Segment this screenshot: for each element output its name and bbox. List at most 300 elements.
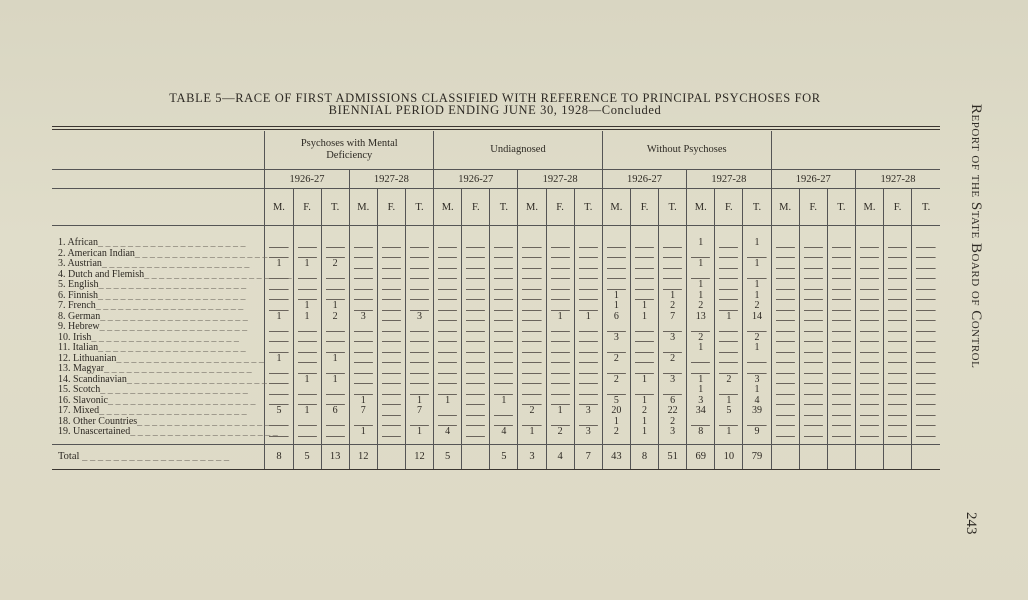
table-cell: [490, 364, 518, 375]
table-cell: [602, 385, 630, 396]
total-cell: 10: [715, 444, 743, 469]
table-cell: [462, 333, 490, 344]
table-cell: [771, 322, 799, 333]
table-cell: [602, 270, 630, 281]
column-header: M.: [687, 189, 715, 226]
table-cell: [855, 406, 883, 417]
table-cell: [630, 322, 658, 333]
table-cell: [293, 427, 321, 438]
table-cell: [518, 343, 546, 354]
table-cell: [349, 291, 377, 302]
table-cell: [743, 322, 771, 333]
column-header: F.: [293, 189, 321, 226]
total-label-text: Total: [58, 451, 80, 462]
table-cell: [405, 238, 433, 249]
table-cell: [799, 280, 827, 291]
table-cell: [546, 333, 574, 344]
table-cell: [715, 301, 743, 312]
table-cell: [349, 238, 377, 249]
table-cell: [855, 301, 883, 312]
table-cell: [377, 385, 405, 396]
table-cell: 1: [715, 427, 743, 438]
period-header: 1926-27: [602, 170, 686, 189]
table-cell: [293, 238, 321, 249]
table-cell: 1: [602, 417, 630, 428]
table-cell: [884, 417, 912, 428]
row-label: [52, 426, 278, 438]
table-cell: [349, 301, 377, 312]
table-cell: [771, 249, 799, 260]
table-cell: [518, 238, 546, 249]
table-cell: 2: [743, 333, 771, 344]
table-cell: [490, 280, 518, 291]
table-cell: 1: [518, 427, 546, 438]
period-header: 1927-28: [687, 170, 771, 189]
table-cell: [490, 333, 518, 344]
table-cell: [518, 364, 546, 375]
table-cell: [799, 375, 827, 386]
table-cell: 14: [743, 312, 771, 323]
table-cell: [855, 280, 883, 291]
row-label-text: 17. Mixed: [58, 405, 100, 416]
table-cell: [827, 280, 855, 291]
table-cell: 1: [546, 406, 574, 417]
table-cell: [518, 291, 546, 302]
row-label-text: 7. French: [58, 300, 96, 311]
table-cell: [434, 291, 462, 302]
table-cell: [630, 364, 658, 375]
table-cell: 8: [687, 427, 715, 438]
table-cell: [405, 301, 433, 312]
table-cell: [462, 375, 490, 386]
table-cell: [265, 322, 293, 333]
table-cell: [405, 259, 433, 270]
table-cell: 1: [602, 301, 630, 312]
total-cell: 13: [321, 444, 349, 469]
total-cell: 3: [518, 444, 546, 469]
table-cell: [490, 406, 518, 417]
title-line-1: TABLE 5—RACE OF FIRST ADMISSIONS CLASSIFIED WITH REFERENCE TO PRINCIPAL PSYCHOSES FOR: [169, 91, 821, 105]
table-cell: [574, 249, 602, 260]
leader-dots: _ _ _ _ _ _ _ _ _ _ _ _ _ _ _ _ _ _ _ _: [99, 405, 247, 416]
table-cell: [462, 417, 490, 428]
leader-dots: _ _ _ _ _ _ _ _ _ _ _ _ _ _ _ _ _ _ _ _: [137, 415, 285, 427]
table-cell: [574, 343, 602, 354]
table-cell: [659, 238, 687, 249]
table-cell: [321, 417, 349, 428]
table-cell: 1: [293, 406, 321, 417]
column-header: F.: [546, 189, 574, 226]
table-cell: [434, 280, 462, 291]
table-cell: 5: [715, 406, 743, 417]
table-cell: [884, 238, 912, 249]
table-cell: 7: [349, 406, 377, 417]
table-cell: 3: [659, 375, 687, 386]
table-cell: [771, 259, 799, 270]
table-cell: [799, 270, 827, 281]
table-cell: [827, 249, 855, 260]
row-label-text: 13. Magyar: [58, 363, 105, 374]
table-cell: [771, 417, 799, 428]
table-cell: [715, 333, 743, 344]
table-cell: [827, 396, 855, 407]
table-cell: [405, 364, 433, 375]
table-cell: [799, 385, 827, 396]
table-cell: [630, 270, 658, 281]
spacer-cell: [602, 226, 630, 239]
total-cell: 5: [434, 444, 462, 469]
table-cell: 3: [687, 396, 715, 407]
table-cell: [321, 322, 349, 333]
table-cell: [884, 259, 912, 270]
table-cell: 1: [602, 291, 630, 302]
total-cell: 79: [743, 444, 771, 469]
table-cell: [377, 396, 405, 407]
table-cell: 20: [602, 406, 630, 417]
table-cell: 1: [293, 301, 321, 312]
table-cell: [321, 280, 349, 291]
total-cell: 8: [265, 444, 293, 469]
group-header: Undiagnosed: [434, 131, 603, 170]
table-cell: [827, 375, 855, 386]
group-header: Without Psychoses: [602, 131, 771, 170]
table-cell: [377, 322, 405, 333]
table-cell: [349, 385, 377, 396]
table-cell: [715, 343, 743, 354]
table-cell: [855, 238, 883, 249]
spacer-cell: [659, 226, 687, 239]
column-header: M.: [265, 189, 293, 226]
table-cell: [405, 291, 433, 302]
spacer-cell: [265, 226, 293, 239]
row-label-text: 9. Hebrew: [58, 321, 100, 332]
table-cell: [405, 270, 433, 281]
table-cell: 1: [293, 312, 321, 323]
table-cell: 1: [434, 396, 462, 407]
table-cell: [405, 322, 433, 333]
table-cell: [659, 364, 687, 375]
table-cell: [490, 301, 518, 312]
column-header: F.: [715, 189, 743, 226]
table-cell: [546, 238, 574, 249]
table-cell: 1: [630, 312, 658, 323]
row-label-text: 5. English: [58, 279, 99, 290]
table-cell: [884, 343, 912, 354]
table-cell: 2: [518, 406, 546, 417]
row-label-text: 8. German: [58, 310, 101, 322]
table-cell: [377, 375, 405, 386]
table-cell: [771, 312, 799, 323]
table-cell: [349, 354, 377, 365]
table-cell: 1: [687, 280, 715, 291]
table-cell: [490, 343, 518, 354]
table-cell: [490, 375, 518, 386]
period-header: 1927-28: [349, 170, 433, 189]
table-cell: [715, 259, 743, 270]
table-cell: 1: [659, 291, 687, 302]
table-cell: [518, 354, 546, 365]
table-cell: 3: [405, 312, 433, 323]
column-header: T.: [321, 189, 349, 226]
column-header: M.: [434, 189, 462, 226]
table-cell: [265, 280, 293, 291]
table-cell: [827, 343, 855, 354]
table-cell: 2: [602, 427, 630, 438]
period-header: 1926-27: [265, 170, 349, 189]
total-cell: [462, 444, 490, 469]
table-cell: [771, 364, 799, 375]
spacer-cell: [377, 226, 405, 239]
spacer-cell: [912, 226, 940, 239]
table-cell: [912, 280, 940, 291]
table-cell: [884, 322, 912, 333]
spacer-cell: [630, 226, 658, 239]
table-cell: [462, 427, 490, 438]
table-cell: 6: [321, 406, 349, 417]
table-cell: 1: [687, 259, 715, 270]
table-cell: 1: [293, 375, 321, 386]
table-cell: [377, 406, 405, 417]
table-cell: 1: [405, 427, 433, 438]
table-cell: [462, 280, 490, 291]
table-cell: 6: [602, 312, 630, 323]
table-cell: [377, 343, 405, 354]
table-cell: [434, 385, 462, 396]
table-cell: 1: [630, 417, 658, 428]
table-cell: [293, 270, 321, 281]
row-label-text: 12. Lithuanian: [58, 352, 117, 364]
table-cell: [377, 270, 405, 281]
leader-dots: _ _ _ _ _ _ _ _ _ _ _ _ _ _ _ _ _ _ _ _: [104, 363, 252, 374]
table-cell: 1: [630, 375, 658, 386]
total-cell: 5: [293, 444, 321, 469]
table-cell: [715, 354, 743, 365]
spacer-cell: [771, 226, 799, 239]
table-cell: [377, 417, 405, 428]
column-header: F.: [462, 189, 490, 226]
total-cell: [884, 444, 912, 469]
column-header: T.: [405, 189, 433, 226]
table-cell: [377, 333, 405, 344]
table-cell: [546, 280, 574, 291]
table-cell: [884, 312, 912, 323]
table-cell: [405, 343, 433, 354]
table-cell: 4: [490, 427, 518, 438]
table-cell: [293, 364, 321, 375]
table-cell: [405, 280, 433, 291]
table-cell: [799, 364, 827, 375]
spacer-cell: [405, 226, 433, 239]
table-cell: [265, 385, 293, 396]
table-cell: 1: [630, 396, 658, 407]
table-cell: [659, 280, 687, 291]
table-cell: [715, 291, 743, 302]
table-cell: [855, 291, 883, 302]
table-cell: [715, 280, 743, 291]
column-header: F.: [884, 189, 912, 226]
column-header: M.: [771, 189, 799, 226]
table-cell: [715, 270, 743, 281]
table-cell: [743, 354, 771, 365]
table-cell: [799, 312, 827, 323]
table-cell: [293, 280, 321, 291]
table-cell: [771, 375, 799, 386]
table-cell: [827, 364, 855, 375]
table-cell: [771, 354, 799, 365]
table-cell: [546, 364, 574, 375]
table-cell: [602, 238, 630, 249]
table-cell: [799, 259, 827, 270]
table-cell: [518, 249, 546, 260]
table-cell: 2: [321, 259, 349, 270]
table-cell: [771, 406, 799, 417]
table-cell: 3: [659, 427, 687, 438]
table-cell: [743, 364, 771, 375]
table-cell: 1: [630, 427, 658, 438]
table-cell: [377, 354, 405, 365]
table-cell: 1: [321, 354, 349, 365]
table-cell: [827, 270, 855, 281]
table-cell: [434, 406, 462, 417]
spacer-cell: [546, 226, 574, 239]
table-cell: [771, 238, 799, 249]
table-cell: [518, 322, 546, 333]
table-cell: [630, 249, 658, 260]
table-cell: [462, 291, 490, 302]
table-cell: 1: [687, 375, 715, 386]
table-cell: [771, 270, 799, 281]
total-label: [52, 444, 265, 469]
table-cell: [799, 354, 827, 365]
table-cell: [827, 301, 855, 312]
table-cell: [490, 238, 518, 249]
table-cell: [827, 291, 855, 302]
table-cell: [462, 312, 490, 323]
table-cell: [434, 312, 462, 323]
table-cell: [912, 249, 940, 260]
table-cell: [293, 417, 321, 428]
total-cell: [912, 444, 940, 469]
table-cell: [912, 385, 940, 396]
table-cell: [827, 312, 855, 323]
table-cell: 1: [715, 312, 743, 323]
row-label-text: 14. Scandinavian: [58, 373, 127, 385]
table-cell: [490, 291, 518, 302]
table-cell: [574, 291, 602, 302]
table-cell: [884, 406, 912, 417]
table-cell: [884, 375, 912, 386]
table-cell: [349, 249, 377, 260]
table-cell: [827, 385, 855, 396]
spacer-cell: [349, 226, 377, 239]
table-cell: [855, 312, 883, 323]
table-cell: [855, 259, 883, 270]
period-header: 1926-27: [434, 170, 518, 189]
table-cell: [912, 343, 940, 354]
header-stub: [52, 170, 265, 189]
table-cell: [912, 238, 940, 249]
table-cell: [377, 249, 405, 260]
leader-dots: _ _ _ _ _ _ _ _ _ _ _ _ _ _ _ _ _ _ _: [79, 451, 230, 462]
row-label-text: 3. Austrian: [58, 258, 102, 269]
table-cell: [434, 238, 462, 249]
table-cell: [799, 406, 827, 417]
leader-dots: _ _ _ _ _ _ _ _ _ _ _ _ _ _ _ _ _ _ _ _: [101, 258, 250, 269]
table-cell: 6: [659, 396, 687, 407]
table-cell: [321, 385, 349, 396]
table-cell: 1: [743, 259, 771, 270]
spacer-cell: [715, 226, 743, 239]
table-cell: [771, 427, 799, 438]
table-cell: [771, 301, 799, 312]
table-cell: [462, 343, 490, 354]
table-cell: [602, 259, 630, 270]
table-cell: 1: [743, 238, 771, 249]
table-cell: [771, 333, 799, 344]
table-cell: 1: [265, 312, 293, 323]
row-label-text: 1. African: [58, 237, 98, 248]
table-cell: 1: [574, 312, 602, 323]
table-cell: [518, 270, 546, 281]
table-cell: 2: [659, 354, 687, 365]
leader-dots: _ _ _ _ _ _ _ _ _ _ _ _ _ _ _ _ _ _ _ _: [100, 310, 248, 322]
spacer-cell: [434, 226, 462, 239]
total-cell: 12: [349, 444, 377, 469]
table-cell: [349, 343, 377, 354]
table-cell: 1: [743, 280, 771, 291]
table-cell: 2: [687, 333, 715, 344]
column-header: F.: [630, 189, 658, 226]
table-cell: [855, 396, 883, 407]
table-cell: [827, 322, 855, 333]
table-cell: [799, 322, 827, 333]
table-cell: [687, 364, 715, 375]
table-cell: 5: [602, 396, 630, 407]
table-cell: [884, 301, 912, 312]
table-cell: 3: [602, 333, 630, 344]
table-cell: [659, 322, 687, 333]
leader-dots: _ _ _ _ _ _ _ _ _ _ _ _ _ _ _ _ _ _ _ _: [98, 289, 246, 301]
total-cell: [771, 444, 799, 469]
table-cell: 1: [349, 396, 377, 407]
table-cell: [659, 259, 687, 270]
table-title: [52, 92, 938, 116]
spacer-cell: [321, 226, 349, 239]
spacer-cell: [827, 226, 855, 239]
table-cell: [855, 249, 883, 260]
table-cell: [659, 249, 687, 260]
table-cell: [546, 249, 574, 260]
total-row: [52, 444, 940, 469]
table-cell: [715, 238, 743, 249]
table-cell: 3: [574, 406, 602, 417]
table-cell: 22: [659, 406, 687, 417]
table-cell: [462, 270, 490, 281]
leader-dots: _ _ _ _ _ _ _ _ _ _ _ _ _ _ _ _ _ _ _ _: [98, 342, 246, 353]
table-cell: [546, 259, 574, 270]
table-cell: [546, 354, 574, 365]
table-cell: [630, 259, 658, 270]
table-cell: [771, 396, 799, 407]
row-label-text: 15. Scotch: [58, 384, 101, 395]
column-header: M.: [518, 189, 546, 226]
table-cell: [799, 301, 827, 312]
table-cell: [434, 259, 462, 270]
table-cell: [912, 406, 940, 417]
group-header: Psychoses with Mental Deficiency: [265, 131, 434, 170]
table-cell: [574, 259, 602, 270]
table-cell: [799, 396, 827, 407]
